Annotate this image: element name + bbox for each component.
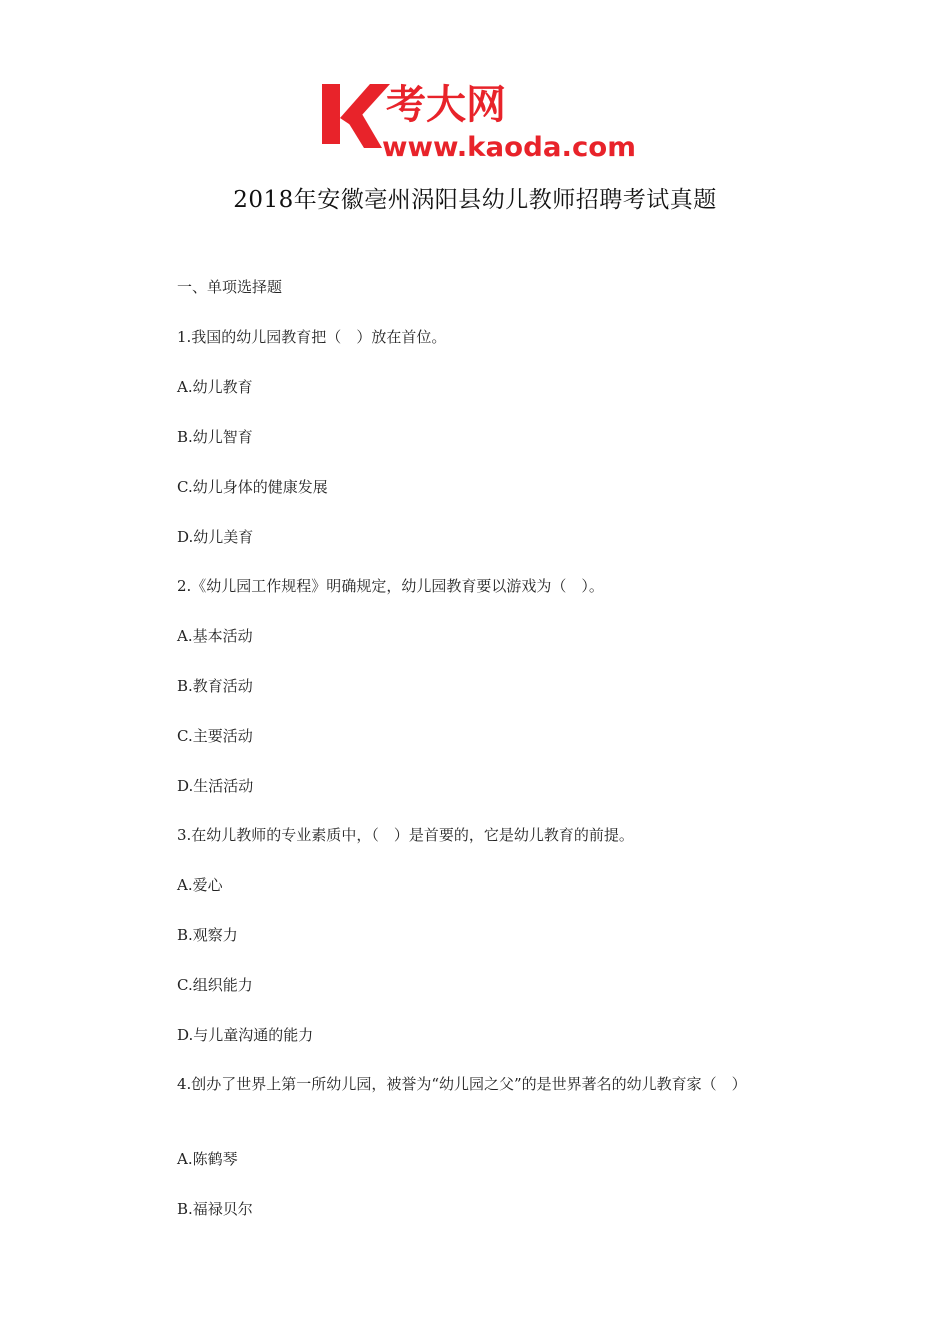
question-3-option-a: A.爱心 — [177, 876, 223, 894]
question-1-option-a: A.幼儿教育 — [177, 378, 253, 396]
kaoda-logo-mark — [318, 78, 640, 164]
question-2-stem: 2.《幼儿园工作规程》明确规定，幼儿园教育要以游戏为（ ）。 — [177, 577, 604, 595]
question-1-option-b: B.幼儿智育 — [177, 428, 253, 446]
question-4-option-a: A.陈鹤琴 — [177, 1150, 238, 1168]
question-3-option-b: B.观察力 — [177, 926, 238, 944]
question-1-option-d: D.幼儿美育 — [177, 528, 254, 546]
question-4-option-b: B.福禄贝尔 — [177, 1200, 253, 1218]
logo-url: www.kaoda.com — [382, 132, 636, 163]
question-2-option-c: C.主要活动 — [177, 727, 253, 745]
section-heading: 一、单项选择题 — [177, 278, 283, 296]
question-2-option-d: D.生活活动 — [177, 777, 254, 795]
question-1-stem: 1.我国的幼儿园教育把（ ）放在首位。 — [177, 328, 447, 346]
question-1-option-c: C.幼儿身体的健康发展 — [177, 478, 328, 496]
question-3-stem: 3.在幼儿教师的专业素质中，（ ）是首要的，它是幼儿教育的前提。 — [177, 826, 634, 844]
question-4-stem: 4.创办了世界上第一所幼儿园，被誉为“幼儿园之父”的是世界著名的幼儿教育家（ ） — [177, 1075, 747, 1093]
question-2-option-a: A.基本活动 — [177, 627, 253, 645]
question-3-option-d: D.与儿童沟通的能力 — [177, 1026, 314, 1044]
logo-brand: 考大网 — [386, 82, 506, 128]
question-2-option-b: B.教育活动 — [177, 677, 253, 695]
kaoda-logo — [318, 78, 640, 164]
question-3-option-c: C.组织能力 — [177, 976, 253, 994]
page-title: 2018年安徽亳州涡阳县幼儿教师招聘考试真题 — [233, 187, 717, 213]
